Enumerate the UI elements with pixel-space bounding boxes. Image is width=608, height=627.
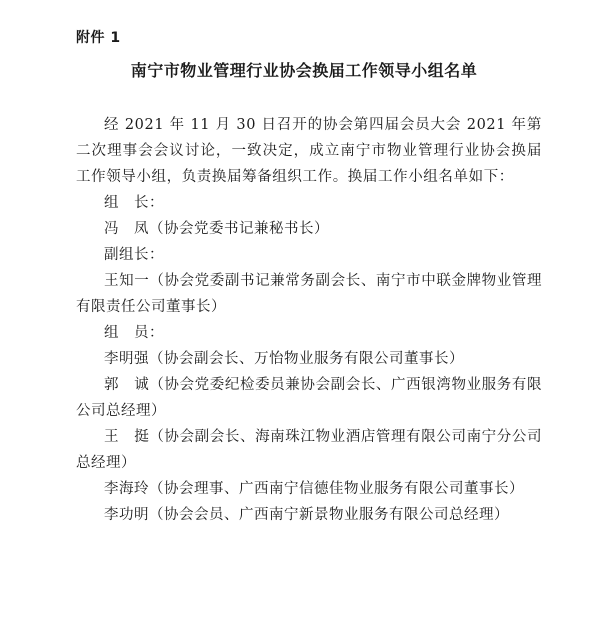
member-entry: 李功明（协会会员、广西南宁新景物业服务有限公司总经理） (104, 507, 509, 523)
intro-paragraph: 经 2021 年 11 月 30 日召开的协会第四届会员大会 2021 年第二次理事会会议讨论，一致决定，成立南宁市物业管理行业协会换届工作领导小组，负责换届筹备组织工作。换届工作小组名单如下： (76, 117, 542, 185)
member-entry: 李海玲（协会理事、广西南宁信德佳物业服务有限公司董事长） (104, 481, 524, 497)
members-label: 组 员： (104, 325, 164, 341)
attachment-label: 附件 1 (76, 30, 121, 46)
document-body (76, 112, 542, 528)
leader-entry: 冯 凤（协会党委书记兼秘书长） (104, 221, 329, 237)
document-title: 南宁市物业管理行业协会换届工作领导小组名单 (130, 61, 478, 80)
deputy-label: 副组长： (104, 247, 164, 263)
member-entry: 王 挺（协会副会长、海南珠江物业酒店管理有限公司南宁分公司总经理） (76, 429, 542, 471)
deputy-entry: 王知一（协会党委副书记兼常务副会长、南宁市中联金牌物业管理有限责任公司董事长） (76, 273, 542, 315)
leader-label: 组 长： (104, 195, 164, 211)
member-entry: 郭 诚（协会党委纪检委员兼协会副会长、广西银湾物业服务有限公司总经理） (76, 377, 542, 419)
member-entry: 李明强（协会副会长、万怡物业服务有限公司董事长） (104, 351, 464, 367)
